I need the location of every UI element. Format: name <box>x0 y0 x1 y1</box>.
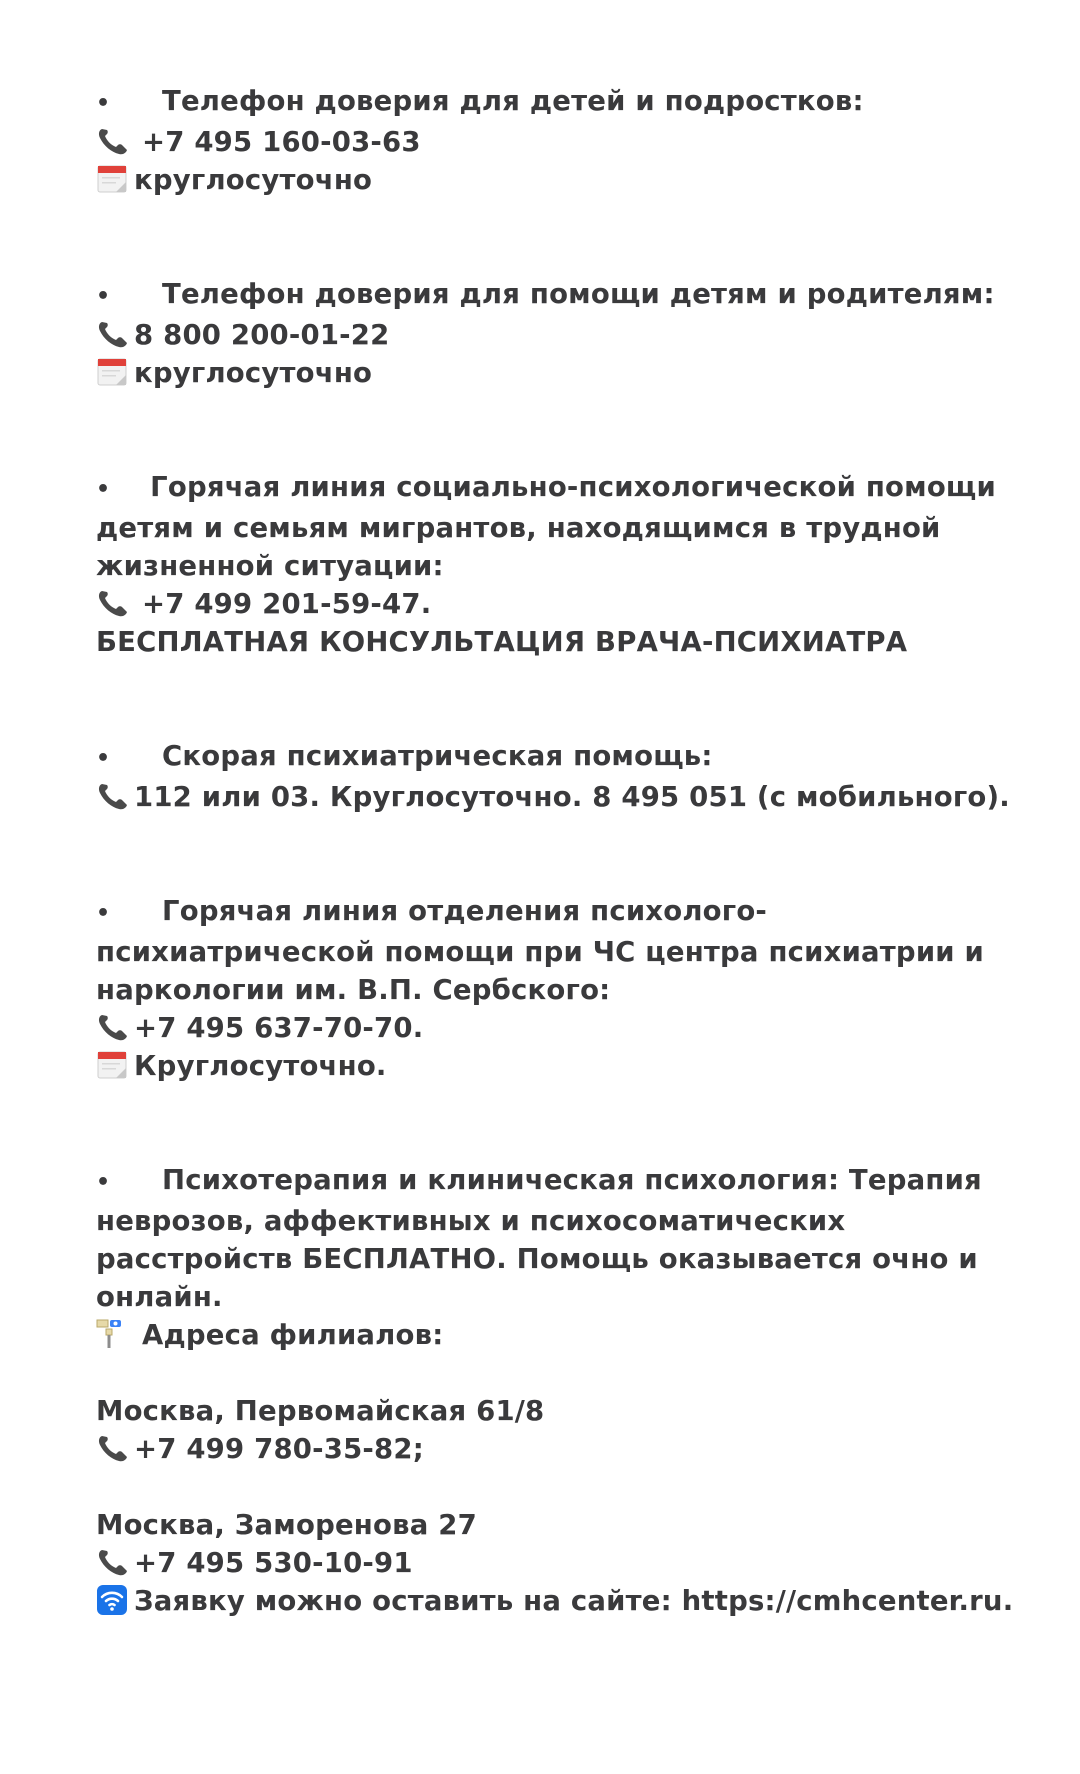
phone-icon <box>96 1433 132 1463</box>
calendar-icon <box>96 164 132 194</box>
section-5-title-line-2: психиатрической помощи при ЧС центра психиатрии и <box>96 936 985 968</box>
section-4-phone-text[interactable]: 112 или 03. Круглосуточно. 8 495 051 (с мобильного). <box>134 781 1010 813</box>
section-3-title-line-1: Горячая линия социально-психологической помощи <box>150 471 996 503</box>
calendar-icon <box>96 357 132 387</box>
section-1-schedule: круглосуточно <box>134 164 373 196</box>
bullet: • <box>96 284 111 309</box>
section-4-title: Скорая психиатрическая помощь: <box>162 740 713 772</box>
site-note[interactable]: Заявку можно оставить на сайте: https://cmhcenter.ru. <box>134 1585 1014 1617</box>
branch-1-address: Москва, Первомайская 61/8 <box>96 1395 545 1427</box>
section-4-phone-line <box>96 778 1010 816</box>
phone-icon <box>96 126 132 156</box>
section-6-title-line-2: неврозов, аффективных и психосоматических <box>96 1205 846 1237</box>
section-1-phone-line <box>96 123 996 161</box>
section-6-title-line <box>96 1161 996 1202</box>
bullet: • <box>96 477 111 502</box>
phone-icon <box>96 1547 132 1577</box>
section-6-title-line-4: онлайн. <box>96 1281 223 1313</box>
section-1-title: Телефон доверия для детей и подростков: <box>162 85 864 117</box>
section-2-title: Телефон доверия для помощи детям и родителям: <box>162 278 995 310</box>
section-5-phone[interactable]: +7 495 637-70-70. <box>134 1012 424 1044</box>
addresses-label: Адреса филиалов: <box>142 1319 444 1351</box>
section-5-title-line-3: наркологии им. В.П. Сербского: <box>96 974 611 1006</box>
section-4-title-line <box>96 737 996 778</box>
section-1-title-line <box>96 82 996 123</box>
section-3-phone-line <box>96 585 996 623</box>
page-content <box>96 82 1014 1620</box>
branch-1-phone-line <box>96 1430 996 1468</box>
section-3-title-line-3: жизненной ситуации: <box>96 550 444 582</box>
section-2-title-line <box>96 275 996 316</box>
section-5-phone-line <box>96 1009 996 1047</box>
section-5-title-line <box>96 892 996 933</box>
bullet: • <box>96 91 111 116</box>
section-3-title-line <box>96 468 996 509</box>
phone-icon <box>96 588 132 618</box>
section-5-title-line-1: Горячая линия отделения психолого- <box>162 895 768 927</box>
branch-1-phone[interactable]: +7 499 780-35-82; <box>134 1433 424 1465</box>
section-6-title-line-3: расстройств БЕСПЛАТНО. Помощь оказывается очно и <box>96 1243 978 1275</box>
section-6-addresses-line <box>96 1316 996 1354</box>
phone-icon <box>96 1012 132 1042</box>
section-3-note: БЕСПЛАТНАЯ КОНСУЛЬТАЦИЯ ВРАЧА-ПСИХИАТРА <box>96 626 908 658</box>
bullet: • <box>96 1170 111 1195</box>
section-3-phone[interactable]: +7 499 201-59-47. <box>142 588 432 620</box>
section-3-title-line-2: детям и семьям мигрантов, находящимся в трудной <box>96 512 941 544</box>
section-2-phone[interactable]: 8 800 200-01-22 <box>134 319 390 351</box>
wifi-icon <box>96 1585 132 1615</box>
section-1-phone[interactable]: +7 495 160-03-63 <box>142 126 421 158</box>
branch-2-phone-line <box>96 1544 996 1582</box>
site-note-line <box>96 1582 1014 1620</box>
section-2-schedule: круглосуточно <box>134 357 373 389</box>
phone-icon <box>96 781 132 811</box>
signpost-icon <box>96 1319 132 1349</box>
section-1-schedule-line <box>96 161 996 199</box>
section-5-schedule: Круглосуточно. <box>134 1050 387 1082</box>
branch-2-address: Москва, Заморенова 27 <box>96 1509 477 1541</box>
section-5-schedule-line <box>96 1047 996 1085</box>
calendar-icon <box>96 1050 132 1080</box>
section-2-schedule-line <box>96 354 996 392</box>
bullet: • <box>96 901 111 926</box>
section-6-title-line-1: Психотерапия и клиническая психология: Терапия <box>162 1164 982 1196</box>
phone-icon <box>96 319 132 349</box>
bullet: • <box>96 746 111 771</box>
section-2-phone-line <box>96 316 996 354</box>
branch-2-phone[interactable]: +7 495 530-10-91 <box>134 1547 413 1579</box>
